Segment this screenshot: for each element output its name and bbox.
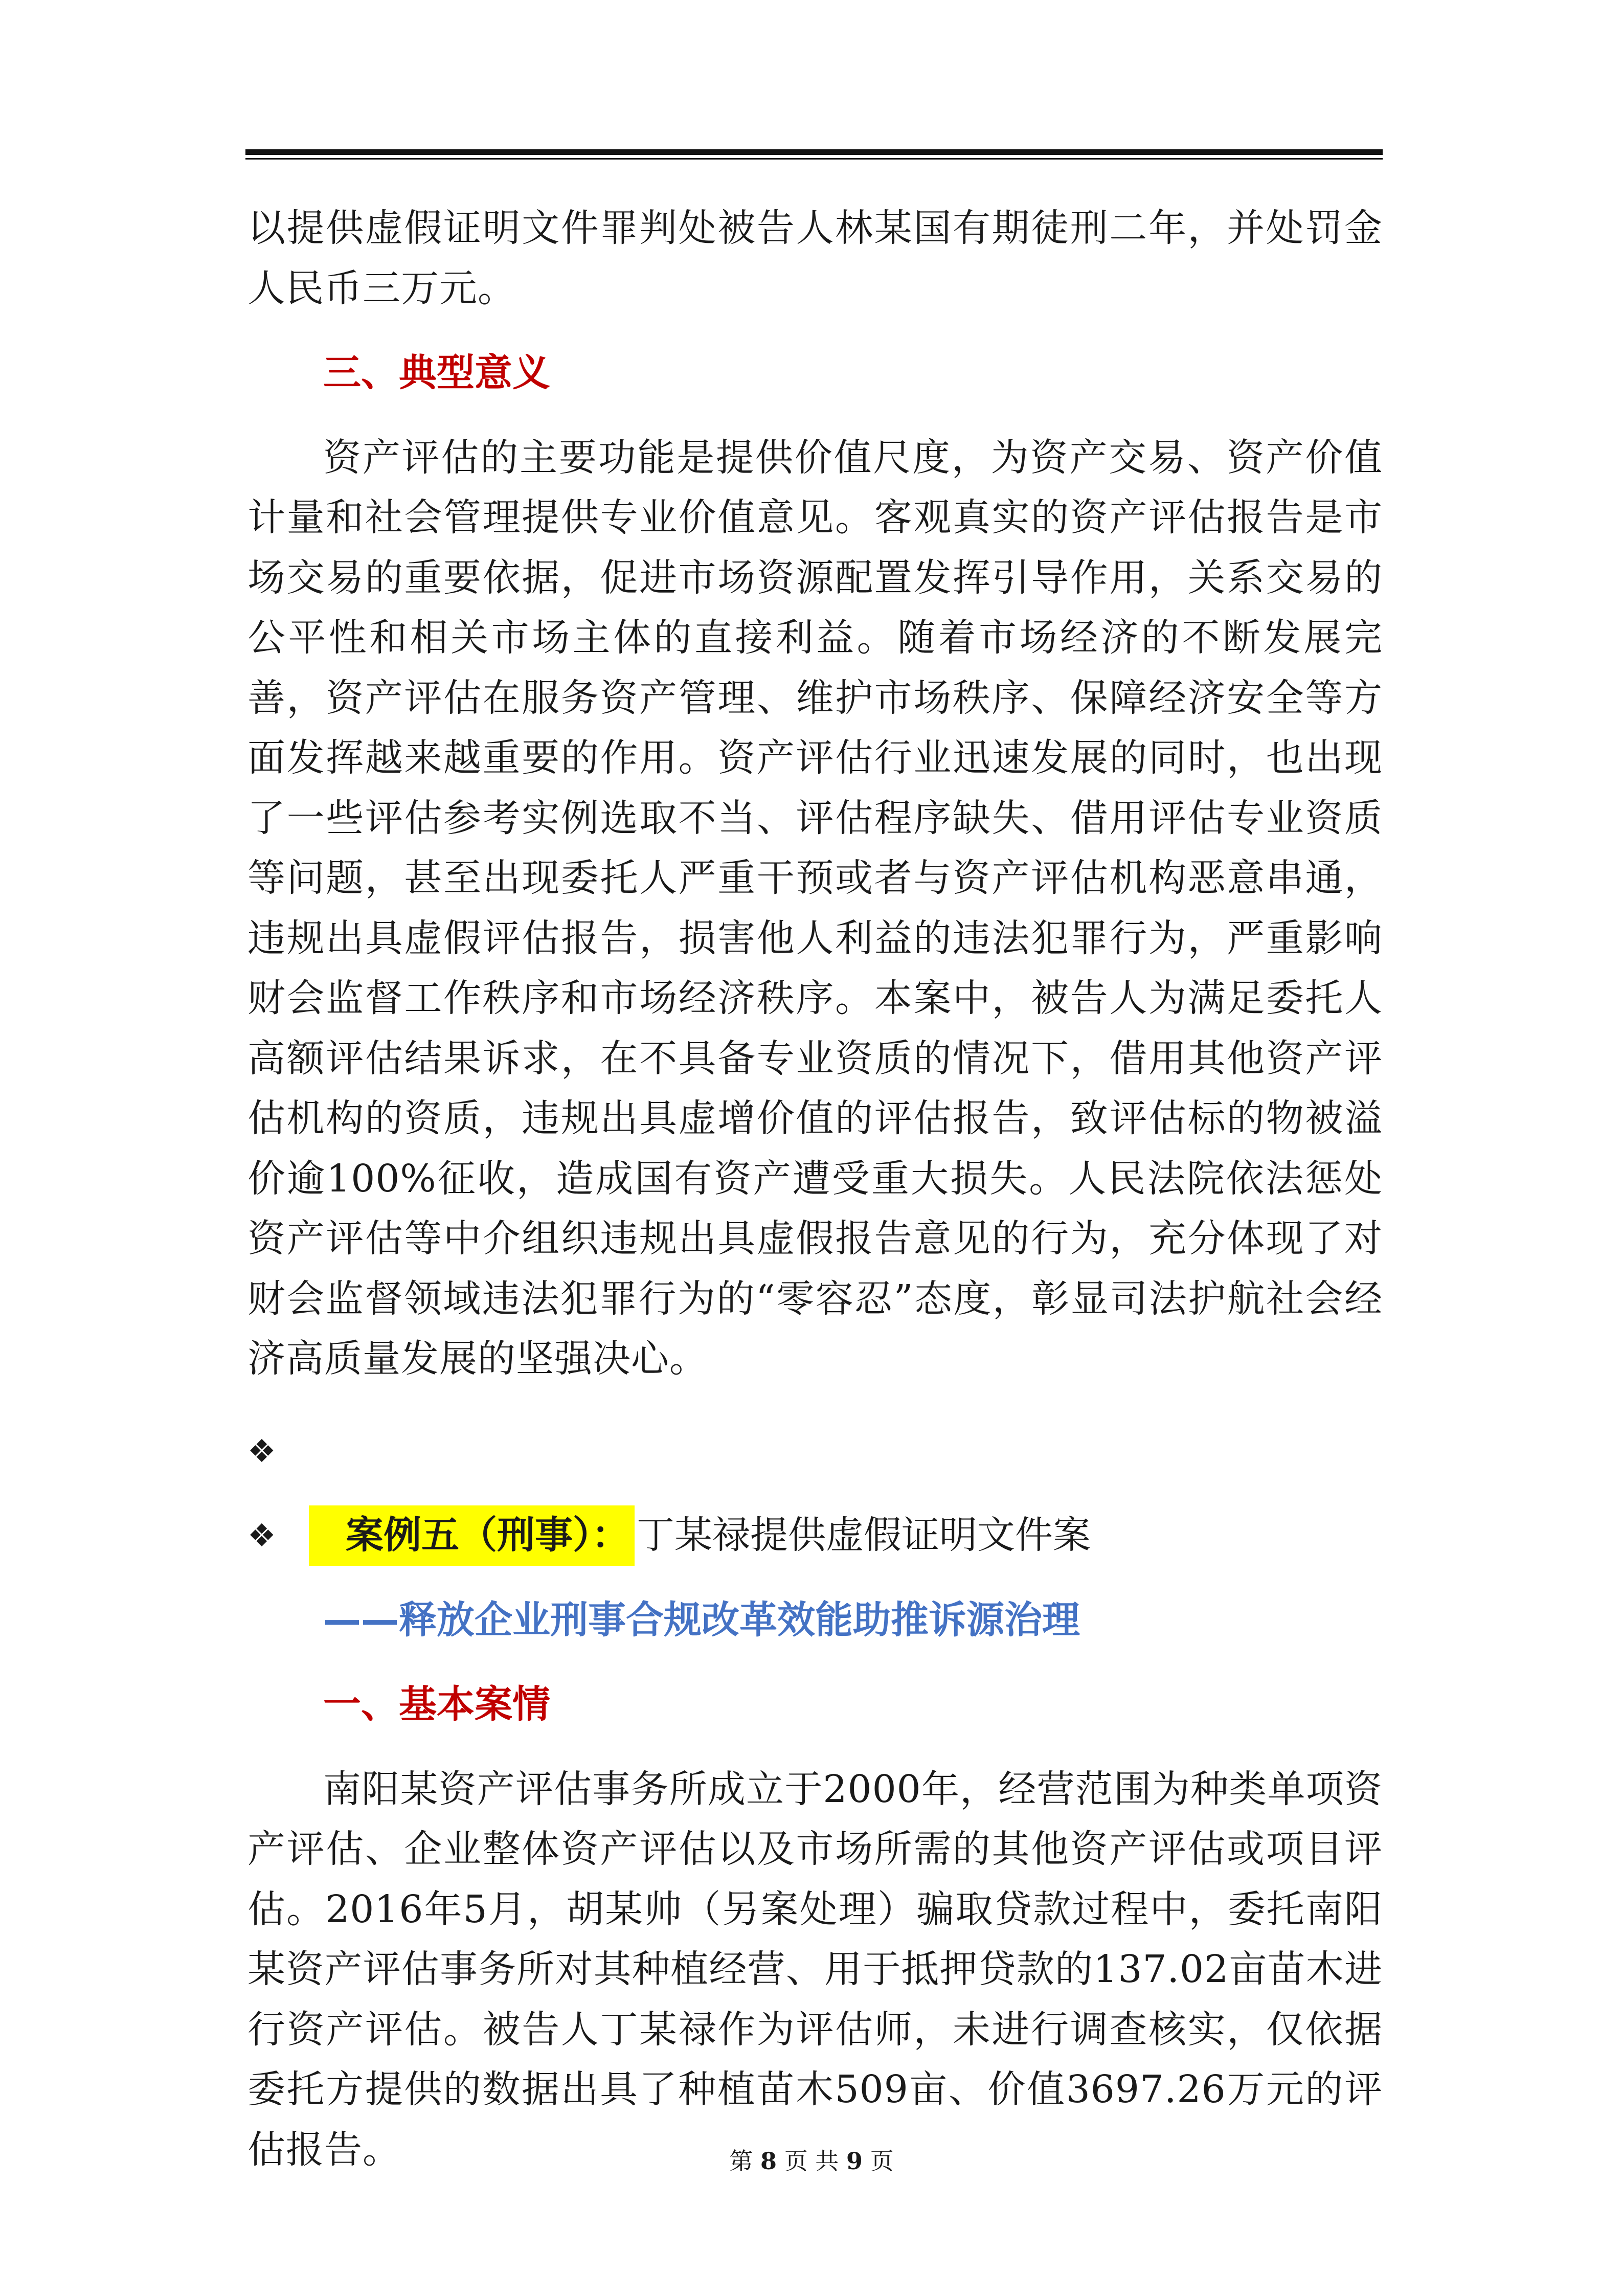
page-footer <box>0 2143 1623 2176</box>
footer-total-pages: 9 <box>846 2147 863 2175</box>
footer-middle: 页 共 <box>784 2147 839 2175</box>
diamond-bullet-icon: ❖ <box>247 1517 276 1554</box>
header-rule-thin <box>245 158 1383 160</box>
footer-prefix: 第 <box>729 2147 753 2175</box>
document-body <box>247 198 1383 2180</box>
case-name: 丁某禄提供虚假证明文件案 <box>637 1513 1091 1557</box>
footer-current-page: 8 <box>760 2147 777 2175</box>
paragraph-verdict-continuation: 以提供虚假证明文件罪判处被告人林某国有期徒刑二年，并处罚金人民币三万元。 <box>247 206 1383 310</box>
footer-suffix: 页 <box>870 2147 894 2175</box>
heading-typical-significance: 三、典型意义 <box>323 351 550 395</box>
heading-basic-facts: 一、基本案情 <box>323 1682 550 1726</box>
case-title <box>309 1505 1091 1566</box>
case-label-highlight: 案例五（刑事）： <box>309 1505 635 1566</box>
header-rule <box>245 149 1383 155</box>
paragraph-basic-facts: 南阳某资产评估事务所成立于2000年，经营范围为种类单项资产评估、企业整体资产评估以及市场所需的其他资产评估或项目评估。2016年5月，胡某帅（另案处理）骗取贷款过程中，委托南阳某资产评估事务所对其种植经营、用于抵押贷款的137.02亩苗木进行资产评估。被告人丁某禄作为评估师，未进行调查核实，仅依据委托方提供的数据出具了种植苗木509亩、价值3697.26万元的评估报告。 <box>247 1767 1383 2172</box>
empty-bullet-line <box>247 1421 1383 1481</box>
case-title-line <box>247 1505 1383 1566</box>
diamond-bullet-icon: ❖ <box>247 1432 276 1470</box>
paragraph-significance: 资产评估的主要功能是提供价值尺度，为资产交易、资产价值计量和社会管理提供专业价值意见。客观真实的资产评估报告是市场交易的重要依据，促进市场资源配置发挥引导作用，关系交易的公平性和相关市场主体的直接利益。随着市场经济的不断发展完善，资产评估在服务资产管理、维护市场秩序、保障经济安全等方面发挥越来越重要的作用。资产评估行业迅速发展的同时，也出现了一些评估参考实例选取不当、评估程序缺失、借用评估专业资质等问题，甚至出现委托人严重干预或者与资产评估机构恶意串通，违规出具虚假评估报告，损害他人利益的违法犯罪行为，严重影响财会监督工作秩序和市场经济秩序。本案中，被告人为满足委托人高额评估结果诉求，在不具备专业资质的情况下，借用其他资产评估机构的资质，违规出具虚增价值的评估报告，致评估标的物被溢价逾100%征收，造成国有资产遭受重大损失。人民法院依法惩处资产评估等中介组织违规出具虚假报告意见的行为，充分体现了对财会监督领域违法犯罪行为的“零容忍”态度，彰显司法护航社会经济高质量发展的坚强决心。 <box>247 435 1383 1381</box>
case-subtitle: ——释放企业刑事合规改革效能助推诉源治理 <box>323 1597 1080 1642</box>
